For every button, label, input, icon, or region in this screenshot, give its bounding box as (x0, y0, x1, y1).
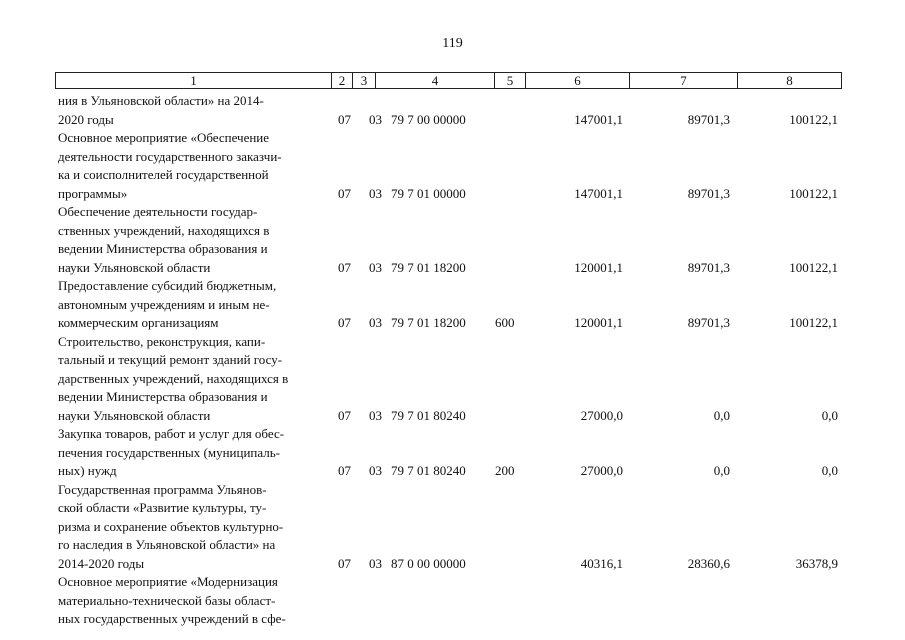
header-col-2: 2 (332, 73, 353, 89)
cell-col-4: 79 7 01 80240 (391, 463, 466, 478)
cell-col-3: 03 (369, 315, 382, 330)
description-line: Основное мероприятие «Модернизация (58, 574, 278, 589)
description-line: коммерческим организациям (58, 315, 219, 330)
cell-col-4: 79 7 00 00000 (391, 111, 466, 127)
cell-col-2: 07 (338, 111, 351, 127)
cell-col-3: 03 (369, 259, 382, 275)
table-row (58, 92, 848, 129)
cell-col-3: 03 (369, 111, 382, 127)
row-description (58, 481, 328, 574)
table-row (58, 573, 848, 629)
cell-col-3: 03 (369, 463, 382, 478)
description-line: тальный и текущий ремонт зданий госу- (58, 352, 283, 367)
row-description (58, 277, 328, 333)
cell-col-2: 07 (338, 185, 351, 201)
header-col-7: 7 (630, 73, 738, 89)
table-row (58, 129, 848, 203)
description-line: Строительство, реконструкция, капи- (58, 333, 266, 349)
cell-col-4: 87 0 00 00000 (391, 555, 466, 571)
cell-col-7: 89701,3 (687, 185, 730, 201)
cell-col-5: 200 (495, 463, 515, 478)
cell-col-3: 03 (369, 555, 382, 571)
description-line: деятельности государственного заказчи- (58, 148, 282, 164)
table-row (58, 203, 848, 277)
description-line: дарственных учреждений, находящихся в (58, 370, 289, 386)
description-line: Государственная программа Ульянов- (58, 481, 267, 497)
cell-col-5: 600 (495, 315, 515, 330)
budget-table-body (58, 92, 848, 629)
header-col-6: 6 (526, 73, 630, 89)
row-description (58, 203, 328, 277)
description-line: ка и соисполнителей государственной (58, 167, 269, 182)
table-row (58, 425, 848, 481)
header-col-8: 8 (738, 73, 842, 89)
cell-col-8: 100122,1 (789, 185, 838, 201)
cell-col-2: 07 (338, 555, 351, 571)
header-col-5: 5 (495, 73, 526, 89)
description-line: ственных учреждений, находящихся в (58, 222, 270, 238)
cell-col-8: 0,0 (821, 407, 838, 423)
cell-col-6: 147001,1 (574, 185, 623, 201)
table-row (58, 481, 848, 574)
cell-col-4: 79 7 01 18200 (391, 315, 466, 330)
cell-col-6: 40316,1 (580, 555, 623, 571)
description-line: Основное мероприятие «Обеспечение (58, 130, 270, 145)
cell-col-2: 07 (338, 407, 351, 423)
row-description (58, 92, 328, 129)
cell-col-6: 120001,1 (574, 259, 623, 275)
description-line: программы» (58, 185, 128, 201)
page-number: 119 (442, 36, 463, 51)
cell-col-7: 89701,3 (687, 111, 730, 127)
cell-col-8: 100122,1 (789, 315, 838, 330)
description-line: 2014-2020 годы (58, 555, 145, 571)
column-header-table (55, 72, 842, 89)
cell-col-3: 03 (369, 407, 382, 423)
description-line: Предоставление субсидий бюджетным, (58, 278, 277, 293)
description-line: ных) нужд (58, 463, 117, 478)
cell-col-4: 79 7 01 00000 (391, 185, 466, 201)
cell-col-6: 120001,1 (574, 315, 623, 330)
cell-col-7: 0,0 (713, 463, 730, 478)
description-line: ризма и сохранение объектов культурно- (58, 518, 284, 534)
cell-col-8: 0,0 (821, 463, 838, 478)
description-line: ской области «Развитие культуры, ту- (58, 500, 267, 515)
header-col-3: 3 (353, 73, 376, 89)
cell-col-7: 89701,3 (687, 259, 730, 275)
description-line: ведении Министерства образования и (58, 241, 268, 256)
cell-col-8: 36378,9 (795, 555, 838, 571)
header-col-1: 1 (56, 73, 332, 89)
table-row (58, 277, 848, 333)
row-description (58, 129, 328, 203)
description-line: ния в Ульяновской области» на 2014- (58, 93, 264, 108)
description-line: 2020 годы (58, 111, 114, 127)
description-line: науки Ульяновской области (58, 259, 211, 275)
cell-col-7: 0,0 (713, 407, 730, 423)
description-line: ведении Министерства образования и (58, 389, 268, 404)
description-line: науки Ульяновской области (58, 407, 211, 423)
row-description (58, 573, 328, 629)
description-line: го наследия в Ульяновской области» на (58, 537, 276, 552)
table-row (58, 333, 848, 426)
cell-col-6: 147001,1 (574, 111, 623, 127)
description-line: Обеспечение деятельности государ- (58, 204, 258, 219)
cell-col-2: 07 (338, 315, 351, 330)
description-line: ных государственных учреждений в сфе- (58, 611, 286, 626)
cell-col-2: 07 (338, 259, 351, 275)
row-description (58, 425, 328, 481)
cell-col-4: 79 7 01 80240 (391, 407, 466, 423)
description-line: автономным учреждениям и иным не- (58, 296, 270, 312)
cell-col-6: 27000,0 (580, 463, 623, 478)
row-description (58, 333, 328, 426)
cell-col-8: 100122,1 (789, 111, 838, 127)
cell-col-7: 28360,6 (687, 555, 730, 571)
cell-col-2: 07 (338, 463, 351, 478)
cell-col-6: 27000,0 (580, 407, 623, 423)
header-col-4: 4 (376, 73, 495, 89)
cell-col-8: 100122,1 (789, 259, 838, 275)
cell-col-3: 03 (369, 185, 382, 201)
description-line: Закупка товаров, работ и услуг для обес- (58, 426, 285, 441)
cell-col-4: 79 7 01 18200 (391, 259, 466, 275)
cell-col-7: 89701,3 (687, 315, 730, 330)
description-line: печения государственных (муниципаль- (58, 444, 281, 460)
description-line: материально-технической базы област- (58, 592, 276, 608)
